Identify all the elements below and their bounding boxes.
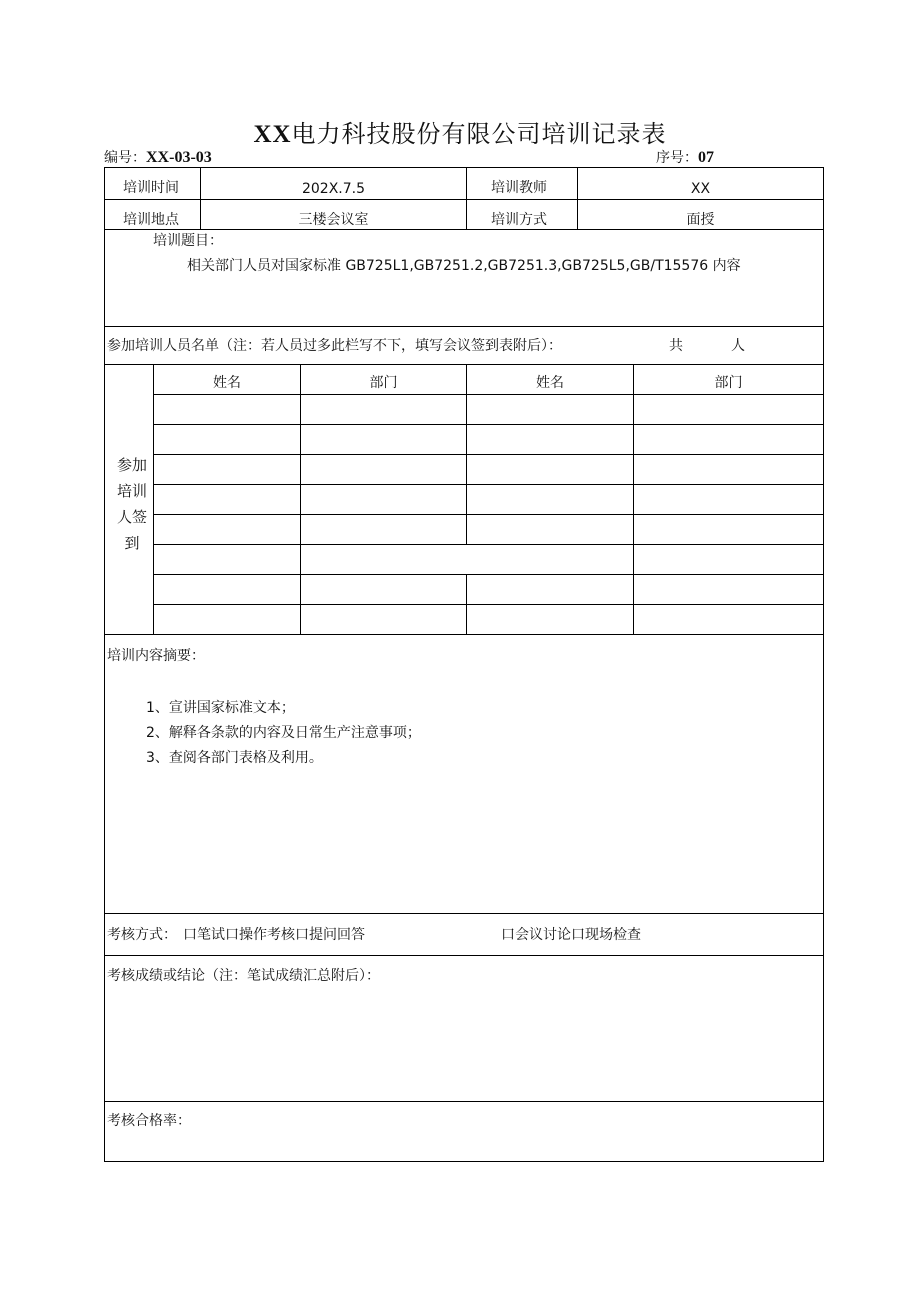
content-item: 1、宣讲国家标准文本； <box>146 700 295 716</box>
column-header-department: 部门 <box>714 375 743 391</box>
serial-value: 07 <box>698 149 714 166</box>
record-table <box>104 167 824 1162</box>
participant-total-prefix: 共 <box>669 338 683 354</box>
grid-line <box>153 424 823 425</box>
sign-in-label <box>110 452 154 556</box>
row-divider <box>105 199 823 200</box>
training-time-label: 培训时间 <box>123 180 179 196</box>
page-title <box>0 114 920 149</box>
row-divider <box>105 1101 823 1102</box>
grid-line <box>153 454 823 455</box>
row-divider <box>105 364 823 365</box>
grid-line <box>153 484 823 485</box>
topic-value: 相关部门人员对国家标准 GB725L1,GB7251.2,GB7251.3,GB725L5,GB/T15576 内容 <box>187 258 741 274</box>
content-summary-label: 培训内容摘要： <box>107 648 205 664</box>
content-item: 2、解释各条款的内容及日常生产注意事项； <box>146 725 421 741</box>
assessment-method-options: 口笔试口操作考核口提问回答 <box>183 927 365 943</box>
trainer-value: XX <box>690 181 711 197</box>
code-label: 编号： <box>104 150 146 166</box>
sign-in-label-line: 到 <box>124 534 140 552</box>
row-divider <box>105 634 823 635</box>
sign-in-label-line: 人签 <box>116 508 147 526</box>
form-serial <box>656 147 714 167</box>
training-place-value: 三楼会议室 <box>298 212 369 228</box>
row-divider <box>105 955 823 956</box>
column-header-name: 姓名 <box>536 375 564 391</box>
training-place-label: 培训地点 <box>123 212 179 228</box>
training-time-value: 202X.7.5 <box>301 181 366 197</box>
content-item: 3、查阅各部门表格及利用。 <box>146 750 323 766</box>
grid-line <box>153 514 823 515</box>
col-divider <box>466 364 467 544</box>
sign-in-label-line: 培训 <box>116 482 147 500</box>
row-divider <box>105 229 823 230</box>
participant-total-suffix: 人 <box>731 338 745 354</box>
assessment-result-label: 考核成绩或结论（注：笔试成绩汇总附后）： <box>107 968 380 984</box>
participant-list-label: 参加培训人员名单（注：若人员过多此栏写不下，填写会议签到表附后）： <box>107 338 562 354</box>
col-divider <box>466 574 467 634</box>
topic-label: 培训题目： <box>153 233 223 249</box>
row-divider <box>105 913 823 914</box>
column-header-name: 姓名 <box>213 375 241 391</box>
row-divider <box>105 326 823 327</box>
col-divider <box>300 364 301 634</box>
training-mode-label: 培训方式 <box>491 212 547 228</box>
trainer-label: 培训教师 <box>491 180 547 196</box>
col-divider <box>466 168 467 229</box>
assessment-method-options-extra: 口会议讨论口现场检查 <box>501 927 641 943</box>
code-value: XX-03-03 <box>146 149 212 166</box>
title-text: 电力科技股份有限公司培训记录表 <box>291 120 667 148</box>
pass-rate-label: 考核合格率： <box>107 1113 191 1129</box>
grid-line <box>153 394 823 395</box>
grid-line <box>153 604 823 605</box>
training-mode-value: 面授 <box>686 212 715 228</box>
assessment-method-label: 考核方式： <box>107 927 177 943</box>
grid-line <box>153 544 823 545</box>
grid-line <box>153 574 823 575</box>
col-divider <box>633 364 634 634</box>
form-code <box>104 147 212 167</box>
serial-label: 序号： <box>656 150 698 166</box>
title-brand: XX <box>253 121 292 148</box>
column-header-department: 部门 <box>369 375 398 391</box>
sign-in-label-line: 参加 <box>116 456 147 474</box>
